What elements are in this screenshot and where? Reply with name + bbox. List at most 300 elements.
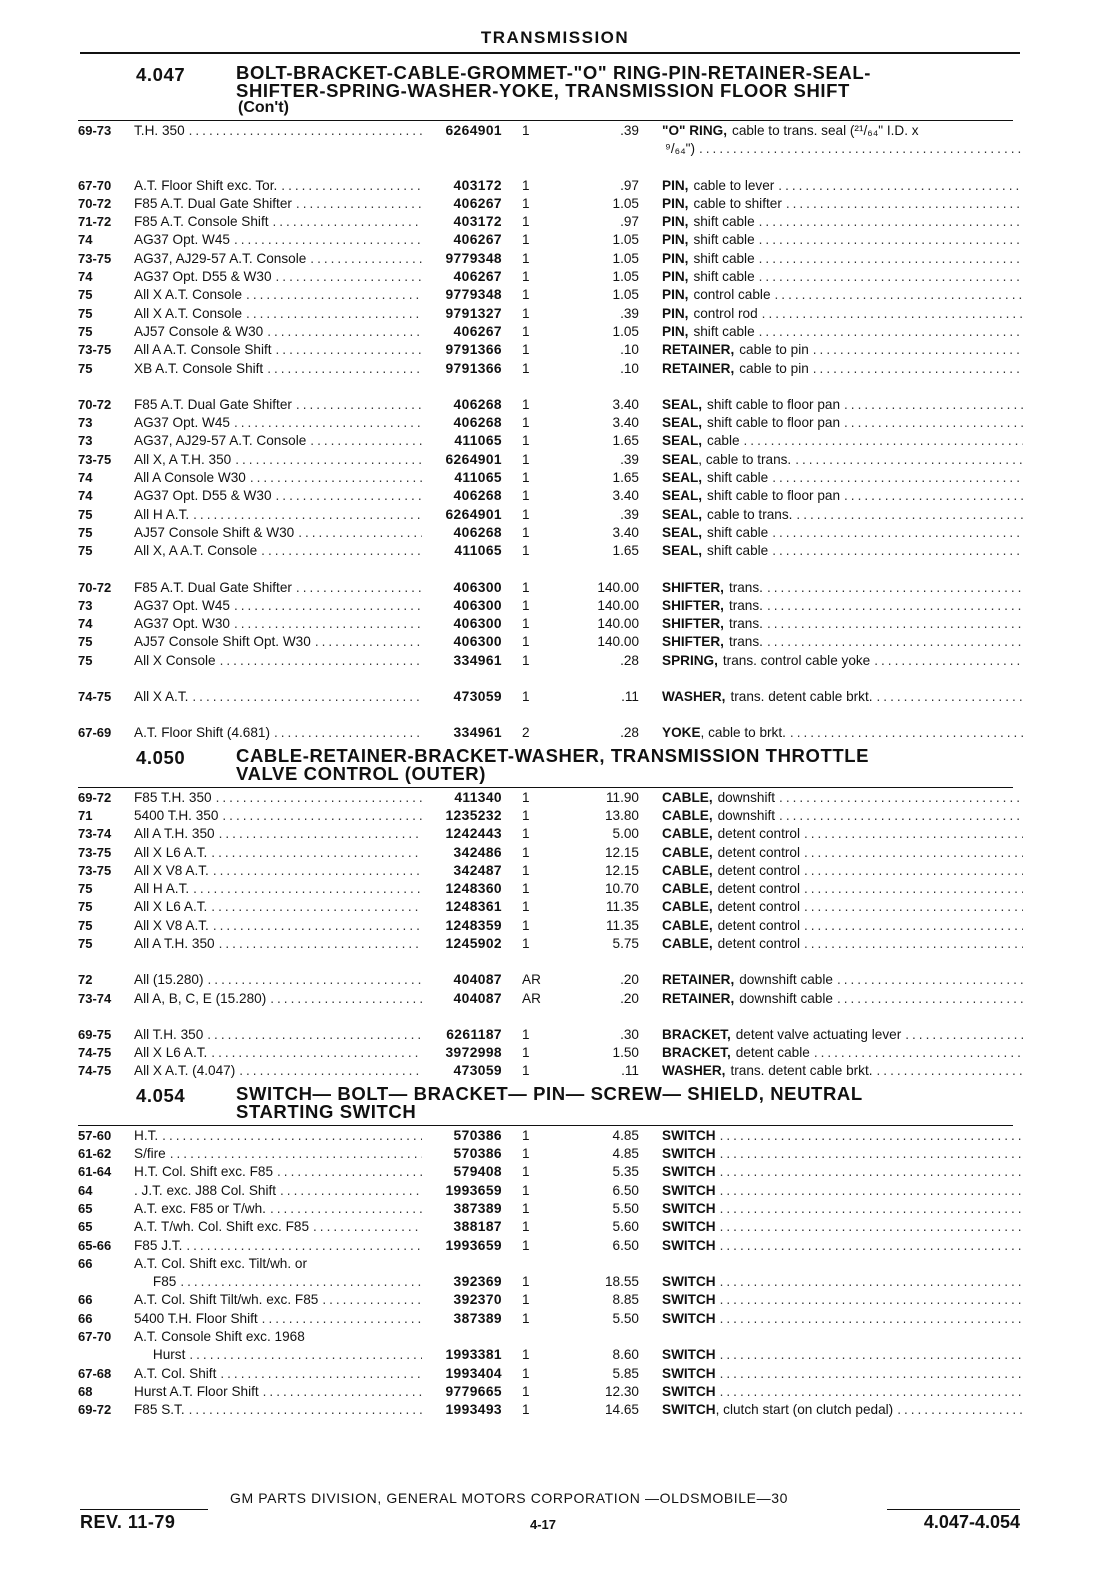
leader-dots	[158, 1127, 422, 1145]
price: 10.70	[604, 881, 639, 897]
application-text: AG37 Opt. W30	[134, 616, 230, 632]
application-cell	[134, 286, 422, 304]
part-row	[78, 1328, 1023, 1346]
part-number: 473059	[453, 689, 502, 705]
part-description-continued: ⁹/₆₄")	[665, 141, 695, 157]
price: 1.05	[612, 269, 639, 285]
model-years: 74	[78, 616, 93, 632]
leader-dots	[901, 1026, 1023, 1044]
description-cell	[639, 971, 1023, 989]
leader-dots	[768, 542, 1023, 560]
part-row	[78, 597, 1023, 615]
part-noun: RETAINER,	[662, 360, 735, 376]
application-text: AG37 Opt. W45	[134, 597, 230, 613]
application-cell	[134, 615, 422, 633]
section-title-block	[208, 64, 1023, 116]
model-years: 73-75	[78, 250, 112, 266]
application-text: F85 A.T. Dual Gate Shifter	[134, 579, 292, 595]
part-noun: SWITCH	[662, 1347, 716, 1363]
part-noun: SWITCH	[662, 1237, 716, 1253]
application-text: All X A.T.	[134, 689, 189, 705]
leader-dots	[189, 880, 422, 898]
part-noun: SEAL,	[662, 396, 703, 412]
part-noun: SWITCH	[662, 1383, 716, 1399]
application-cell	[134, 1383, 422, 1401]
application-cell	[134, 935, 422, 953]
model-years: 74-75	[78, 1063, 112, 1079]
leader-dots	[207, 898, 422, 916]
price: 5.85	[612, 1365, 639, 1381]
price: .20	[620, 972, 639, 988]
application-cell	[134, 1237, 422, 1255]
application-cell	[134, 360, 422, 378]
application-cell	[134, 1026, 422, 1044]
section-spacer	[78, 1420, 1023, 1422]
description-cell	[639, 1127, 1023, 1145]
part-description: downshift	[717, 807, 776, 823]
leader-dots	[755, 231, 1023, 249]
part-noun: CABLE,	[662, 789, 713, 805]
application-text: T.H. 350	[134, 123, 185, 138]
leader-dots	[263, 360, 422, 378]
model-years: 71-72	[78, 214, 112, 230]
description-cell	[639, 250, 1023, 268]
model-years: 74	[78, 488, 93, 504]
part-row	[78, 1383, 1023, 1401]
application-text: A.T. Floor Shift (4.681)	[134, 725, 270, 741]
part-noun: BRACKET,	[662, 1045, 731, 1061]
section-heading	[78, 64, 1023, 116]
application-text: All A, B, C, E (15.280)	[134, 990, 267, 1006]
application-cell	[134, 688, 422, 706]
application-text: F85 S.T.	[134, 1402, 185, 1418]
section-title-line: CABLE-RETAINER-BRACKET-WASHER, TRANSMISSION THROTTLE	[236, 744, 870, 766]
model-years: 73-75	[78, 342, 112, 358]
leader-dots	[782, 195, 1023, 213]
model-years: 74	[78, 269, 93, 285]
part-description: shift cable	[693, 250, 755, 266]
part-description: cable to shifter	[693, 195, 782, 211]
part-noun: CABLE,	[662, 899, 713, 915]
model-years: 67-68	[78, 1365, 112, 1381]
application-cell	[134, 789, 422, 807]
application-text: S/fire	[134, 1146, 166, 1162]
leader-dots	[207, 1044, 422, 1062]
leader-dots	[755, 323, 1023, 341]
part-noun: PIN,	[662, 232, 689, 248]
quantity: 1	[522, 652, 530, 668]
part-description: , cable to brkt.	[700, 725, 786, 741]
application-cell	[134, 469, 422, 487]
part-noun: SEAL,	[662, 506, 703, 522]
application-cell	[134, 1310, 422, 1328]
leader-dots	[840, 396, 1023, 414]
part-number: 406267	[453, 195, 502, 211]
part-description: trans. detent cable brkt.	[730, 1063, 873, 1079]
application-cell	[134, 597, 422, 615]
leader-dots	[309, 1218, 422, 1236]
part-row	[78, 1346, 1023, 1364]
part-number: 6264901	[445, 123, 502, 138]
price: .11	[621, 1063, 639, 1079]
group-spacer	[78, 706, 1023, 724]
description-cell	[639, 1273, 1023, 1291]
leader-dots	[182, 1237, 422, 1255]
application-text: F85 T.H. 350	[134, 789, 212, 805]
part-number: 1248359	[445, 917, 502, 933]
leader-dots	[306, 250, 422, 268]
leader-dots	[774, 177, 1023, 195]
description-cell	[639, 1026, 1023, 1044]
application-text: H.T. Col. Shift exc. F85	[134, 1164, 274, 1180]
description-cell	[639, 323, 1023, 341]
price: 12.15	[604, 844, 639, 860]
part-description: shift cable	[707, 543, 769, 559]
application-cell	[134, 807, 422, 825]
application-text: AG37 Opt. W45	[134, 232, 230, 248]
application-cell	[134, 990, 422, 1008]
leader-dots	[716, 1346, 1023, 1364]
part-row	[78, 1401, 1023, 1419]
part-noun: PIN,	[662, 287, 689, 303]
description-cell	[639, 140, 1023, 158]
model-years: 65	[78, 1200, 93, 1216]
application-text: All A Console W30	[134, 470, 246, 486]
part-description: shift cable	[707, 524, 769, 540]
part-number: 9779665	[445, 1383, 502, 1399]
leader-dots	[800, 862, 1023, 880]
part-row	[78, 360, 1023, 378]
part-row	[78, 122, 1023, 140]
leader-dots	[185, 122, 422, 140]
continued-label: (Con't)	[238, 99, 289, 116]
part-noun: SHIFTER,	[662, 634, 724, 650]
quantity: 1	[522, 250, 530, 266]
group-spacer	[78, 953, 1023, 971]
application-cell	[134, 1200, 422, 1218]
application-text: All X L6 A.T.	[134, 899, 208, 915]
application-cell	[134, 724, 422, 742]
part-noun: YOKE	[662, 725, 701, 741]
application-cell	[134, 917, 422, 935]
description-cell	[639, 1346, 1023, 1364]
leader-dots	[209, 862, 422, 880]
leader-dots	[270, 724, 422, 742]
quantity: 1	[522, 1182, 530, 1198]
application-text: All X L6 A.T.	[134, 1045, 208, 1061]
application-cell	[134, 1062, 422, 1080]
leader-dots	[716, 1200, 1023, 1218]
quantity: 2	[522, 725, 530, 741]
part-number: 1245902	[445, 935, 502, 951]
application-text: H.T.	[134, 1127, 159, 1143]
price: .97	[620, 177, 639, 193]
part-row	[78, 524, 1023, 542]
price: 6.50	[612, 1237, 639, 1253]
model-years: 67-70	[78, 177, 112, 193]
part-noun: SPRING,	[662, 652, 718, 668]
part-noun: WASHER,	[662, 1063, 726, 1079]
part-number: 406268	[453, 415, 502, 431]
part-noun: CABLE,	[662, 826, 713, 842]
section-number: 4.054	[136, 1084, 186, 1106]
leader-dots	[230, 597, 422, 615]
price: 11.35	[605, 899, 639, 915]
quantity: 1	[522, 899, 530, 915]
part-noun: SHIFTER,	[662, 616, 724, 632]
part-description: cable to pin	[739, 360, 809, 376]
application-text: Hurst	[134, 1347, 186, 1363]
price: 3.40	[612, 488, 639, 504]
leader-dots	[716, 1273, 1023, 1291]
section-title-line: SWITCH— BOLT— BRACKET— PIN— SCREW— SHIELD, NEUTRAL	[236, 1082, 863, 1104]
description-cell	[639, 1182, 1023, 1200]
price: 8.85	[612, 1292, 639, 1308]
part-description: shift cable	[693, 269, 755, 285]
part-row	[78, 1218, 1023, 1236]
price: 18.55	[604, 1274, 639, 1290]
price: 12.15	[604, 862, 639, 878]
part-number: 406268	[453, 488, 502, 504]
leader-dots	[873, 688, 1023, 706]
leader-dots	[716, 1163, 1023, 1181]
part-number: 403172	[453, 177, 502, 193]
part-noun: SWITCH	[662, 1219, 716, 1235]
description-cell	[639, 1200, 1023, 1218]
description-cell	[639, 213, 1023, 231]
application-text: All X, A A.T. Console	[134, 543, 258, 559]
part-number: 570386	[453, 1146, 502, 1162]
part-row	[78, 898, 1023, 916]
application-cell	[134, 1365, 422, 1383]
part-description: trans.	[728, 634, 763, 650]
part-description: trans. control cable yoke	[722, 652, 871, 668]
part-number: 570386	[453, 1127, 502, 1143]
part-noun: SWITCH	[662, 1310, 716, 1326]
part-row	[78, 1291, 1023, 1309]
model-years: 66	[78, 1255, 93, 1271]
part-noun: SEAL,	[662, 470, 703, 486]
leader-dots	[188, 688, 422, 706]
part-description: cable to trans. seal (²¹/₆₄" I.D. x	[732, 123, 919, 138]
model-years: 73	[78, 433, 93, 449]
quantity: 1	[522, 123, 530, 138]
application-text: F85 J.T.	[134, 1237, 183, 1253]
application-text: F85 A.T. Dual Gate Shifter	[134, 396, 292, 412]
model-years: 75	[78, 287, 93, 303]
application-cell	[134, 396, 422, 414]
group-spacer	[78, 1008, 1023, 1026]
application-text: 5400 T.H. 350	[134, 807, 219, 823]
leader-dots	[246, 469, 422, 487]
part-row	[78, 1044, 1023, 1062]
description-cell	[639, 844, 1023, 862]
part-number: 406267	[453, 269, 502, 285]
section-title-line: BOLT-BRACKET-CABLE-GROMMET-"O" RING-PIN-RETAINER-SEAL-	[236, 62, 872, 83]
price: 1.50	[612, 1045, 639, 1061]
application-text: All X A.T. Console	[134, 305, 243, 321]
quantity: 1	[522, 524, 530, 540]
part-number: 1993404	[445, 1365, 502, 1381]
application-cell	[134, 971, 422, 989]
leader-dots	[311, 633, 422, 651]
part-number: 387389	[453, 1200, 502, 1216]
leader-dots	[276, 1182, 422, 1200]
group-spacer	[78, 561, 1023, 579]
part-description: shift cable to floor pan	[707, 488, 841, 504]
application-cell	[134, 524, 422, 542]
part-number: 1993659	[445, 1182, 502, 1198]
quantity: 1	[522, 1347, 530, 1363]
part-row	[78, 789, 1023, 807]
description-cell	[639, 688, 1023, 706]
description-cell	[639, 396, 1023, 414]
model-years: 71	[78, 807, 93, 823]
model-years: 72	[78, 972, 93, 988]
part-row	[78, 579, 1023, 597]
leader-dots	[242, 305, 422, 323]
application-text: A.T. Floor Shift exc. Tor.	[134, 177, 278, 193]
model-years: 61-62	[78, 1146, 112, 1162]
price: 11.35	[605, 917, 639, 933]
price: .28	[620, 652, 639, 668]
part-description: detent valve actuating lever	[735, 1026, 902, 1042]
leader-dots	[740, 432, 1023, 450]
part-noun: SEAL,	[662, 543, 703, 559]
parts-catalog-content	[78, 62, 1023, 1422]
part-number: 406268	[453, 396, 502, 412]
description-cell	[639, 579, 1023, 597]
application-cell	[134, 1145, 422, 1163]
description-cell	[639, 807, 1023, 825]
part-row	[78, 862, 1023, 880]
part-number: 392370	[453, 1292, 502, 1308]
leader-dots	[833, 971, 1023, 989]
model-years: 73	[78, 415, 93, 431]
leader-dots	[277, 177, 422, 195]
description-cell	[639, 1291, 1023, 1309]
application-cell	[134, 122, 422, 140]
leader-dots	[272, 487, 422, 505]
part-noun: SWITCH	[662, 1200, 716, 1216]
model-years: 75	[78, 323, 93, 339]
part-row	[78, 177, 1023, 195]
quantity: 1	[522, 1045, 530, 1061]
part-noun: PIN,	[662, 305, 689, 321]
part-row	[78, 807, 1023, 825]
application-cell	[134, 177, 422, 195]
footer-rule-left	[80, 1509, 208, 1510]
description-cell	[639, 880, 1023, 898]
model-years: 74-75	[78, 1045, 112, 1061]
part-description: trans. detent cable brkt.	[730, 689, 873, 705]
price: .10	[620, 360, 639, 376]
part-noun: SWITCH	[662, 1127, 716, 1143]
description-cell	[639, 1163, 1023, 1181]
part-number: 411065	[454, 470, 502, 486]
leader-dots	[786, 724, 1023, 742]
leader-dots	[716, 1182, 1023, 1200]
leader-dots	[272, 341, 422, 359]
part-number: 411340	[454, 789, 502, 805]
model-years: 75	[78, 935, 93, 951]
description-cell	[639, 542, 1023, 560]
part-row	[78, 1273, 1023, 1291]
part-number: 406300	[453, 597, 502, 613]
quantity: 1	[522, 1402, 530, 1418]
part-noun: CABLE,	[662, 862, 713, 878]
leader-dots	[215, 935, 422, 953]
leader-dots	[294, 524, 422, 542]
model-years: 69-73	[78, 123, 112, 138]
part-number: 342487	[453, 862, 502, 878]
leader-dots	[292, 579, 422, 597]
quantity: 1	[522, 451, 530, 467]
header-rule	[80, 52, 1020, 54]
leader-dots	[203, 1026, 422, 1044]
leader-dots	[185, 1346, 422, 1364]
application-cell	[134, 1291, 422, 1309]
part-noun: PIN,	[662, 214, 689, 230]
part-noun: SEAL,	[662, 524, 703, 540]
quantity: 1	[522, 506, 530, 522]
model-years: 69-72	[78, 789, 112, 805]
part-row	[78, 1200, 1023, 1218]
part-description: downshift cable	[739, 972, 833, 988]
part-number: 3972998	[445, 1045, 502, 1061]
application-cell	[134, 1127, 422, 1145]
part-row	[78, 231, 1023, 249]
model-years: 67-69	[78, 725, 112, 741]
leader-dots	[166, 1145, 422, 1163]
leader-dots	[893, 1401, 1023, 1419]
quantity: 1	[522, 1310, 530, 1326]
quantity: 1	[522, 1026, 530, 1042]
quantity: 1	[522, 1274, 530, 1290]
part-number: 579408	[453, 1164, 502, 1180]
part-description: shift cable	[693, 323, 755, 339]
part-row	[78, 1026, 1023, 1044]
part-noun: CABLE,	[662, 881, 713, 897]
model-years: 70-72	[78, 396, 112, 412]
price: 140.00	[597, 616, 639, 632]
part-description: detent control	[717, 844, 800, 860]
price: 12.30	[604, 1383, 639, 1399]
part-row	[78, 451, 1023, 469]
model-years: 70-72	[78, 579, 112, 595]
application-text: AG37 Opt. D55 & W30	[134, 269, 272, 285]
model-years: 66	[78, 1292, 93, 1308]
price: 1.65	[612, 470, 639, 486]
application-text: F85 A.T. Console Shift	[134, 214, 269, 230]
price: 1.05	[612, 287, 639, 303]
application-cell	[134, 250, 422, 268]
part-row	[78, 1127, 1023, 1145]
application-text: A.T. Col. Shift Tilt/wh. exc. F85	[134, 1292, 319, 1308]
application-cell	[134, 1346, 422, 1364]
model-years: 65	[78, 1219, 93, 1235]
section-heading	[78, 744, 1023, 784]
part-row-continuation	[78, 140, 1023, 158]
part-number: 9779348	[445, 250, 502, 266]
model-years: 73-74	[78, 990, 112, 1006]
model-years: 74-75	[78, 689, 112, 705]
leader-dots	[215, 825, 422, 843]
part-number: 473059	[453, 1063, 502, 1079]
leader-dots	[716, 1365, 1023, 1383]
leader-dots	[768, 524, 1023, 542]
application-cell	[134, 451, 422, 469]
